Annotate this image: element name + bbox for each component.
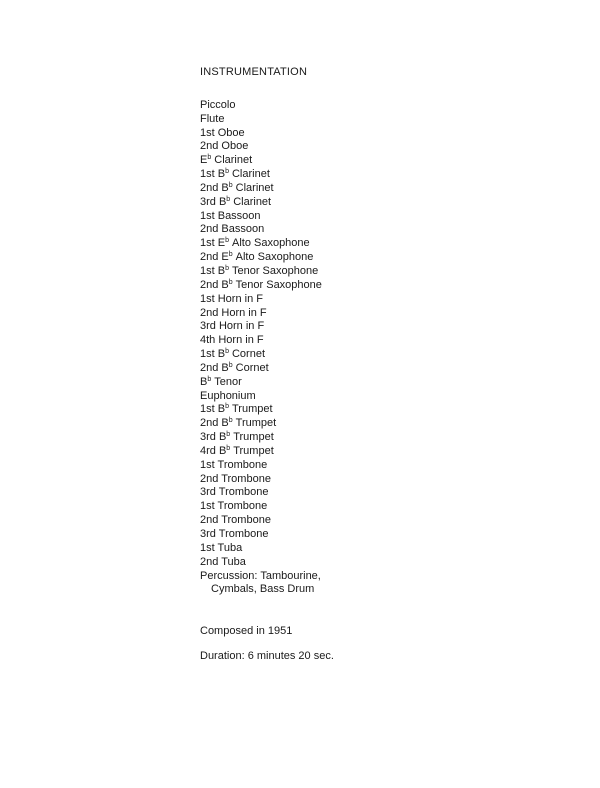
- list-item: [200, 237, 580, 251]
- list-item: [200, 417, 580, 431]
- instrument-name: 4th Horn in F: [200, 334, 264, 347]
- instrument-name: Clarinet: [233, 195, 272, 208]
- flat-symbol: b: [225, 403, 229, 411]
- list-item: [200, 390, 580, 404]
- list-item: [200, 500, 580, 514]
- instrument-name: 3rd Horn in F: [200, 320, 265, 333]
- instrument-name: 1st Oboe: [200, 126, 245, 139]
- flat-symbol: b: [225, 264, 229, 272]
- instrument-name: Trumpet: [231, 403, 273, 416]
- instrument-prefix: 3rd B: [200, 431, 227, 444]
- list-item: [200, 403, 580, 417]
- flat-symbol: b: [228, 278, 233, 286]
- instrument-prefix: 3rd B: [200, 195, 227, 208]
- instrument-name: 2nd Trombone: [200, 514, 271, 527]
- instrument-name: Trumpet: [233, 444, 274, 457]
- instrument-name: 1st Bassoon: [200, 209, 261, 222]
- list-item: [200, 127, 580, 141]
- list-item: [200, 376, 580, 390]
- flat-symbol: b: [228, 417, 233, 425]
- instrument-name: 2nd Bassoon: [200, 223, 265, 236]
- instrument-prefix: 1st B: [200, 264, 226, 277]
- list-item: [200, 570, 580, 584]
- instrument-prefix: 2nd B: [200, 278, 229, 291]
- list-item: [200, 431, 580, 445]
- composition-year: Composed in 1951: [200, 625, 293, 638]
- instrument-prefix: 1st B: [200, 168, 226, 181]
- instrument-name: Cymbals, Bass Drum: [211, 583, 315, 596]
- instrument-name: Piccolo: [200, 98, 236, 111]
- instrument-name: 1st Trombone: [200, 458, 268, 471]
- instrument-prefix: 2nd B: [200, 361, 229, 374]
- instrument-name: 1st Horn in F: [200, 292, 263, 305]
- list-item: [200, 196, 580, 210]
- list-item: [200, 583, 580, 597]
- list-item: [200, 514, 580, 528]
- instrument-name: 2nd Trombone: [200, 472, 271, 485]
- instrument-name: Percussion: Tambourine,: [200, 569, 321, 582]
- list-item: [200, 556, 580, 570]
- instrument-name: Flute: [200, 112, 225, 125]
- instrument-name: 3rd Trombone: [200, 486, 269, 499]
- flat-symbol: b: [228, 181, 233, 189]
- instrument-name: 3rd Trombone: [200, 528, 269, 540]
- instrument-list: [200, 99, 580, 597]
- instrument-name: Cornet: [235, 361, 269, 374]
- list-item: [200, 182, 580, 196]
- list-item: [200, 320, 580, 334]
- instrument-name: Cornet: [231, 348, 266, 361]
- list-item: [200, 348, 580, 362]
- instrument-prefix: 1st E: [200, 237, 226, 250]
- flat-symbol: b: [207, 154, 212, 162]
- list-item: [200, 223, 580, 237]
- page-title: INSTRUMENTATION: [200, 66, 308, 78]
- duration: Duration: 6 minutes 20 sec.: [200, 650, 334, 663]
- flat-symbol: b: [225, 237, 229, 245]
- instrument-name: 1st Trombone: [200, 500, 268, 513]
- list-item: [200, 473, 580, 487]
- instrument-prefix: 4rd B: [200, 444, 227, 457]
- flat-symbol: b: [225, 168, 229, 176]
- instrument-name: 2nd Tuba: [200, 555, 246, 568]
- list-item: [200, 140, 580, 154]
- instrument-prefix: 1st B: [200, 348, 226, 361]
- list-item: [200, 459, 580, 473]
- list-item: [200, 542, 580, 556]
- instrument-prefix: 2nd B: [200, 417, 229, 430]
- list-item: [200, 362, 580, 376]
- instrument-name: 1st Tuba: [200, 541, 243, 554]
- flat-symbol: b: [226, 195, 231, 203]
- flat-symbol: b: [207, 375, 212, 383]
- flat-symbol: b: [228, 251, 233, 259]
- list-item: [200, 307, 580, 321]
- instrument-name: Trumpet: [235, 417, 277, 430]
- flat-symbol: b: [225, 348, 229, 356]
- list-item: [200, 265, 580, 279]
- list-item: [200, 210, 580, 224]
- list-item: [200, 99, 580, 113]
- instrument-prefix: 2nd E: [200, 251, 229, 264]
- instrument-prefix: 1st B: [200, 403, 226, 416]
- instrument-name: Trumpet: [233, 431, 274, 444]
- instrument-name: Tenor Saxophone: [235, 278, 322, 291]
- list-item: [200, 486, 580, 500]
- instrument-name: Alto Saxophone: [235, 251, 314, 264]
- instrument-name: Tenor: [214, 375, 242, 388]
- instrument-name: Euphonium: [200, 389, 256, 402]
- list-item: [200, 528, 580, 542]
- instrument-name: Clarinet: [235, 181, 274, 194]
- instrument-name: 2nd Horn in F: [200, 306, 267, 319]
- list-item: [200, 154, 580, 168]
- list-item: [200, 113, 580, 127]
- list-item: [200, 334, 580, 348]
- instrument-name: 2nd Oboe: [200, 140, 249, 153]
- list-item: [200, 445, 580, 459]
- instrument-prefix: E: [200, 154, 208, 167]
- instrument-name: Alto Saxophone: [231, 237, 310, 250]
- instrument-name: Clarinet: [214, 154, 253, 167]
- list-item: [200, 279, 580, 293]
- instrument-prefix: 2nd B: [200, 181, 229, 194]
- flat-symbol: b: [228, 361, 233, 369]
- list-item: [200, 168, 580, 182]
- flat-symbol: b: [226, 431, 231, 439]
- instrument-name: Tenor Saxophone: [231, 264, 319, 277]
- list-item: [200, 293, 580, 307]
- list-item: [200, 251, 580, 265]
- flat-symbol: b: [226, 444, 231, 452]
- instrument-name: Clarinet: [231, 168, 270, 181]
- instrument-prefix: B: [200, 375, 208, 388]
- instrumentation-page: [200, 66, 580, 664]
